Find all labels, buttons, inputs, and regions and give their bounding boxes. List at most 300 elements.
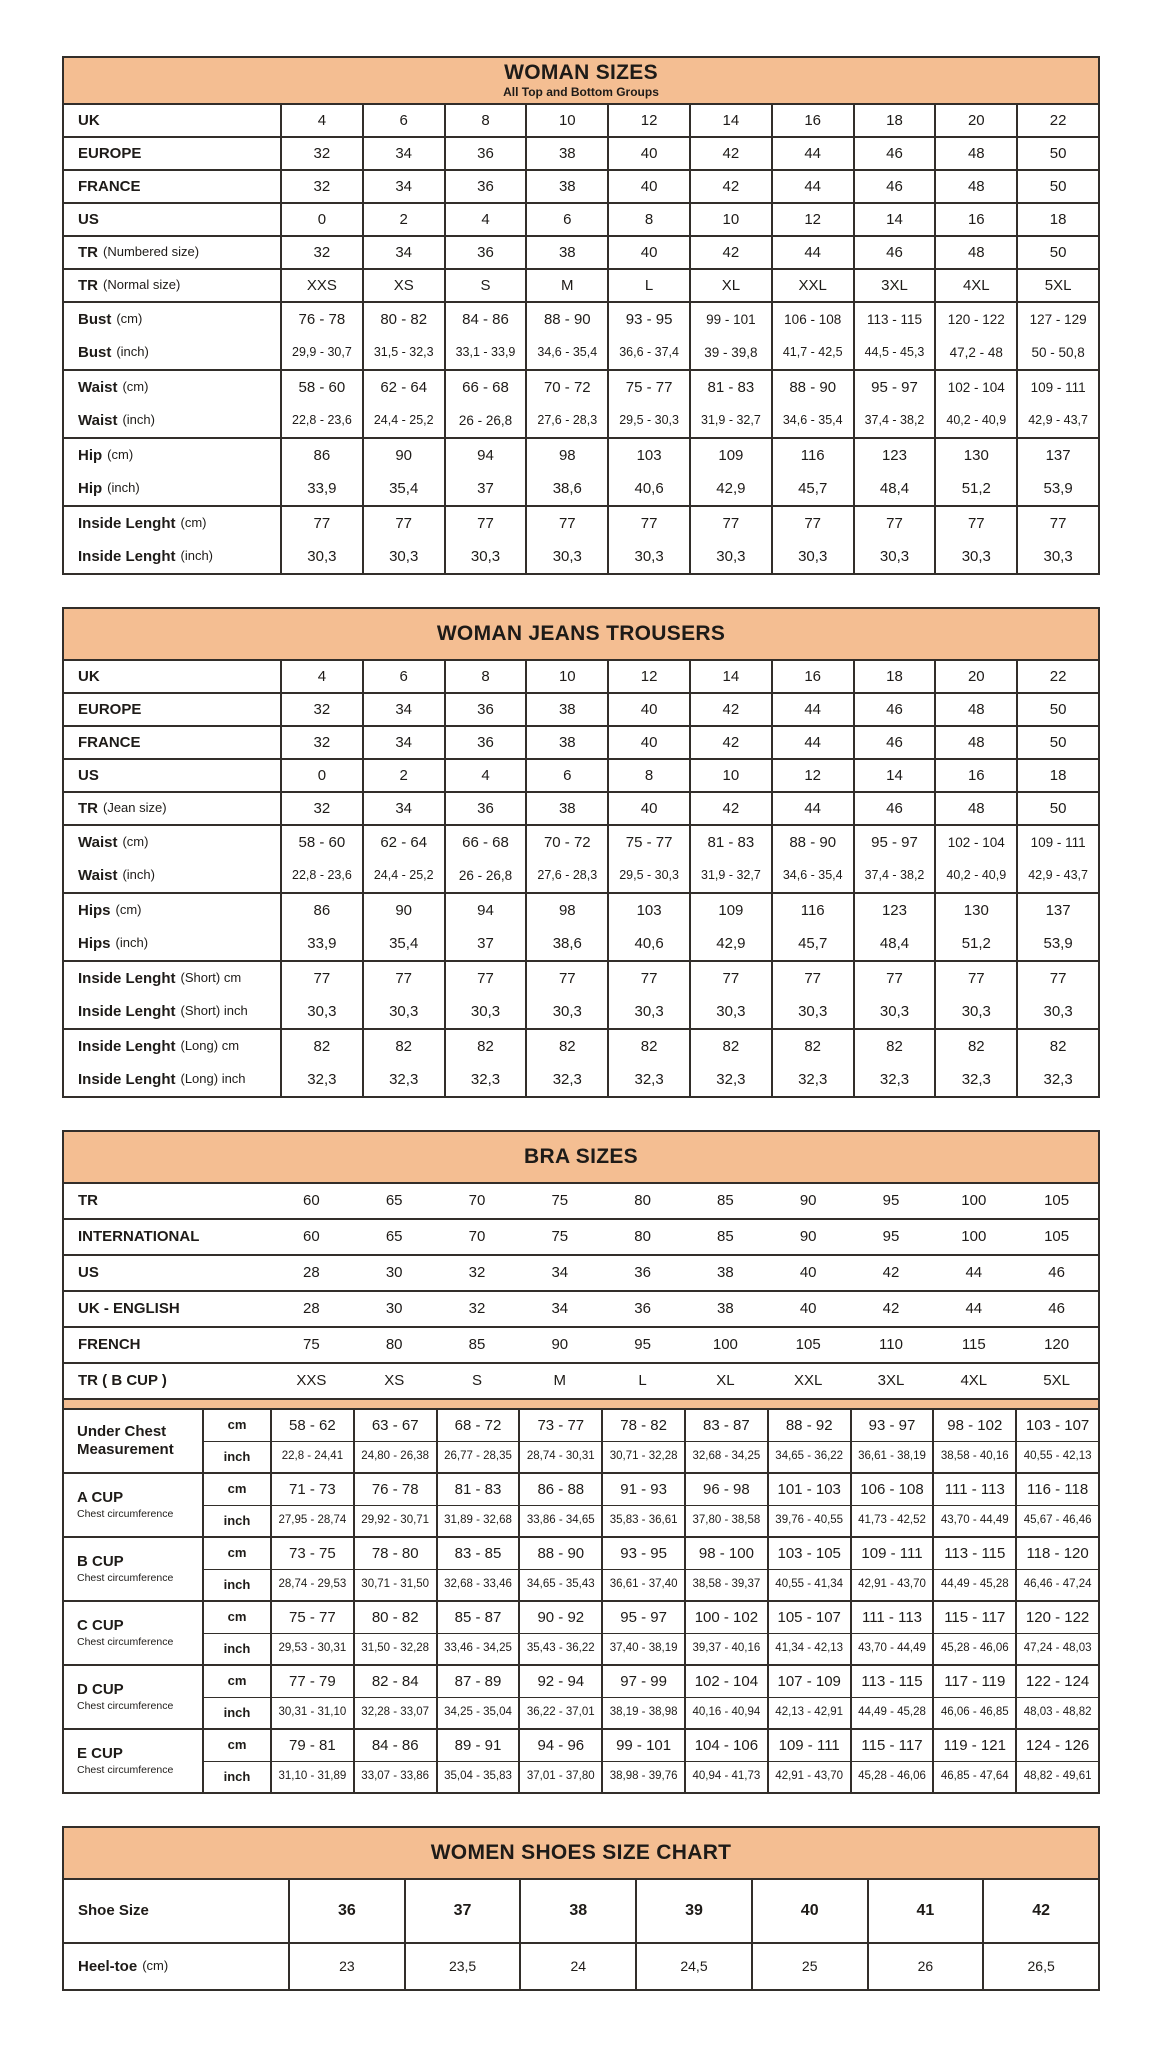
size-value: 80 - 82: [362, 303, 444, 336]
size-value: 8: [607, 204, 689, 235]
cup-sublabel: Chest circumference: [77, 1508, 174, 1521]
size-value: 45,7: [771, 927, 853, 960]
size-value: 62 - 64: [362, 371, 444, 404]
size-value: 100: [712, 1336, 738, 1354]
row-label: [64, 270, 280, 301]
row-label: [64, 927, 280, 960]
size-value: 31,9 - 32,7: [689, 404, 771, 437]
size-value: 4XL: [960, 1372, 988, 1390]
size-value: XL: [716, 1372, 735, 1390]
size-value: 44,5 - 45,3: [853, 336, 935, 369]
size-value: 33,07 - 33,86: [353, 1761, 436, 1792]
row-label: [64, 540, 280, 573]
size-value: 42,91 - 43,70: [850, 1569, 933, 1600]
table-section: [64, 437, 1098, 505]
size-value: 40: [607, 694, 689, 725]
size-value: 130: [934, 439, 1016, 472]
table-section: [64, 692, 1098, 725]
size-value: 30: [385, 1264, 403, 1282]
size-value: 70: [468, 1228, 486, 1246]
size-value: 34,6 - 35,4: [771, 404, 853, 437]
row-label: [64, 1292, 270, 1326]
row-label-text: Inside Lenght: [78, 514, 176, 532]
size-value: 62 - 64: [362, 826, 444, 859]
row-label-text: Hips: [78, 934, 111, 952]
size-value: 31,5 - 32,3: [362, 336, 444, 369]
size-value: 35,83 - 36,61: [601, 1505, 684, 1536]
row-label-note: (Normal size): [103, 277, 181, 293]
size-value: 106 - 108: [771, 303, 853, 336]
size-value: 2: [362, 760, 444, 791]
bra-divider-band: [64, 1398, 1098, 1410]
size-value: 24,5: [635, 1944, 751, 1989]
cup-label: [64, 1410, 202, 1472]
row-label: [64, 1944, 288, 1989]
size-value: 27,95 - 28,74: [270, 1505, 353, 1536]
row-label-text: TR: [78, 799, 98, 817]
size-value: 33,1 - 33,9: [444, 336, 526, 369]
size-value: 46: [853, 138, 935, 169]
size-value: 40,55 - 41,34: [767, 1569, 850, 1600]
size-value: 77: [525, 507, 607, 540]
size-value: 37: [444, 927, 526, 960]
size-value: 41,7 - 42,5: [771, 336, 853, 369]
size-value: 83 - 85: [436, 1538, 519, 1569]
size-value: 6: [525, 760, 607, 791]
size-value: 42: [689, 727, 771, 758]
size-value: 48: [934, 138, 1016, 169]
row-label: [64, 1256, 270, 1290]
cup-sublabel: Chest circumference: [77, 1636, 174, 1649]
row-label-text: FRENCH: [78, 1336, 141, 1354]
unit-label: cm: [202, 1602, 270, 1633]
unit-label: inch: [202, 1441, 270, 1472]
size-value: 14: [689, 105, 771, 136]
size-value: 95: [882, 1192, 900, 1210]
size-value: 36: [634, 1300, 651, 1318]
row-label: [64, 1364, 270, 1398]
size-value: 10: [689, 760, 771, 791]
bra-open-section: [64, 1218, 1098, 1254]
size-value: 22: [1016, 661, 1098, 692]
size-value: 47,24 - 48,03: [1015, 1633, 1098, 1664]
size-value: 34: [362, 237, 444, 268]
size-value: 30,3: [362, 995, 444, 1028]
size-value: 0: [280, 760, 362, 791]
size-value: 98: [525, 894, 607, 927]
size-value: 77: [280, 507, 362, 540]
size-value: 100 - 102: [684, 1602, 767, 1633]
size-value: 4: [280, 105, 362, 136]
size-value: 36: [288, 1880, 404, 1942]
size-value: 46: [853, 793, 935, 824]
size-value: 36: [444, 237, 526, 268]
size-value: 33,46 - 34,25: [436, 1633, 519, 1664]
unit-label: inch: [202, 1697, 270, 1728]
size-value: 35,43 - 36,22: [518, 1633, 601, 1664]
size-value: 90: [799, 1192, 817, 1210]
size-value: 103: [607, 894, 689, 927]
size-value: 42: [689, 793, 771, 824]
size-value: 79 - 81: [270, 1730, 353, 1761]
size-value: 77: [607, 962, 689, 995]
size-value: 101 - 103: [767, 1474, 850, 1505]
bra-cup-section: [64, 1728, 1098, 1792]
row-label-text: Inside Lenght: [78, 1037, 176, 1055]
size-value: 85 - 87: [436, 1602, 519, 1633]
row-label-note: (inch): [115, 935, 149, 951]
size-value: 42: [689, 171, 771, 202]
table-section: [64, 268, 1098, 301]
size-value: 31,50 - 32,28: [353, 1633, 436, 1664]
table-section: [64, 824, 1098, 892]
size-value: 104 - 106: [684, 1730, 767, 1761]
size-value: 6: [362, 661, 444, 692]
row-label-note: (Long) inch: [180, 1071, 246, 1087]
size-value: 32,3: [525, 1063, 607, 1096]
size-value: 81 - 83: [689, 826, 771, 859]
cup-label: [64, 1538, 202, 1600]
size-value: 82: [853, 1030, 935, 1063]
size-value: 85: [468, 1336, 486, 1354]
row-label: [64, 105, 280, 136]
size-value: 37,40 - 38,19: [601, 1633, 684, 1664]
size-value: 30,71 - 31,50: [353, 1569, 436, 1600]
size-value: 45,28 - 46,06: [932, 1633, 1015, 1664]
size-value: 18: [1016, 204, 1098, 235]
size-value: 77: [444, 962, 526, 995]
size-value: 75: [551, 1228, 569, 1246]
size-value: 40: [799, 1264, 817, 1282]
size-value: 95 - 97: [601, 1602, 684, 1633]
size-value: 32: [280, 727, 362, 758]
table-section: [64, 758, 1098, 791]
size-value: 50 - 50,8: [1016, 336, 1098, 369]
bra-cup-section: [64, 1472, 1098, 1536]
size-value: L: [638, 1372, 647, 1390]
size-value: 137: [1016, 894, 1098, 927]
size-value: 109 - 111: [850, 1538, 933, 1569]
row-label: [64, 1220, 270, 1254]
size-value: 30,3: [1016, 995, 1098, 1028]
size-value: 30,3: [689, 995, 771, 1028]
table-section: [64, 791, 1098, 824]
size-value: 29,92 - 30,71: [353, 1505, 436, 1536]
row-label-note: (inch): [180, 548, 214, 564]
size-value: 109 - 111: [767, 1730, 850, 1761]
size-value: 123: [853, 439, 935, 472]
size-value: 50: [1016, 138, 1098, 169]
size-value: 122 - 124: [1015, 1666, 1098, 1697]
size-value: 28: [303, 1300, 320, 1318]
size-value: 8: [607, 760, 689, 791]
row-label: [64, 661, 280, 692]
size-value: 38: [519, 1880, 635, 1942]
size-value: 95: [882, 1228, 900, 1246]
size-value: 66 - 68: [444, 826, 526, 859]
woman-jeans-trousers-header: [64, 609, 1098, 661]
bra-open-section: [64, 1254, 1098, 1290]
bra-open-section: [64, 1184, 1098, 1218]
size-value: 30,3: [771, 995, 853, 1028]
size-value: 44: [771, 171, 853, 202]
size-value: 31,89 - 32,68: [436, 1505, 519, 1536]
woman-sizes-body: [64, 105, 1098, 573]
size-value: 34: [362, 138, 444, 169]
size-value: 42: [982, 1880, 1098, 1942]
size-value: 42,91 - 43,70: [767, 1761, 850, 1792]
row-label-note: (inch): [122, 867, 155, 883]
woman-sizes-header: [64, 58, 1098, 105]
size-value: 130: [934, 894, 1016, 927]
size-value: XXL: [794, 1372, 823, 1390]
size-value: 88 - 90: [525, 303, 607, 336]
size-value: 30,3: [607, 540, 689, 573]
size-value: 14: [853, 760, 935, 791]
size-value: 60: [303, 1228, 320, 1246]
row-label: [64, 439, 280, 472]
size-value: 97 - 99: [601, 1666, 684, 1697]
size-value: 82: [362, 1030, 444, 1063]
size-value: 117 - 119: [932, 1666, 1015, 1697]
size-value: 95 - 97: [853, 826, 935, 859]
size-value: 88 - 90: [518, 1538, 601, 1569]
size-value: 105: [795, 1336, 821, 1354]
size-value: 94: [444, 439, 526, 472]
size-value: 51,2: [934, 927, 1016, 960]
size-value: 58 - 60: [280, 826, 362, 859]
unit-label: cm: [202, 1410, 270, 1441]
size-value: 80: [385, 1336, 403, 1354]
size-value: 48: [934, 694, 1016, 725]
size-value: 33,86 - 34,65: [518, 1505, 601, 1536]
size-value: 105 - 107: [767, 1602, 850, 1633]
size-value: 40,2 - 40,9: [934, 404, 1016, 437]
size-value: 27,6 - 28,3: [525, 859, 607, 892]
row-label: [64, 1184, 270, 1218]
row-label-text: EUROPE: [78, 144, 142, 162]
row-label-text: UK: [78, 667, 100, 685]
size-value: 58 - 62: [270, 1410, 353, 1441]
size-value: 22,8 - 24,41: [270, 1441, 353, 1472]
row-label: [64, 727, 280, 758]
size-value: 94: [444, 894, 526, 927]
size-value: 111 - 113: [932, 1474, 1015, 1505]
woman-sizes-subtitle: All Top and Bottom Groups: [503, 85, 659, 99]
size-charts-page: [62, 56, 1100, 1991]
size-value: 76 - 78: [280, 303, 362, 336]
size-value: 50: [1016, 171, 1098, 202]
size-value: 30,3: [525, 995, 607, 1028]
size-value: 98 - 102: [932, 1410, 1015, 1441]
row-label: [64, 138, 280, 169]
size-value: 75 - 77: [607, 371, 689, 404]
size-value: 48,82 - 49,61: [1015, 1761, 1098, 1792]
size-value: 86 - 88: [518, 1474, 601, 1505]
size-value: 32,3: [362, 1063, 444, 1096]
row-label: [64, 859, 280, 892]
size-value: 77: [934, 507, 1016, 540]
size-value: 100: [961, 1228, 987, 1246]
size-value: 32,3: [607, 1063, 689, 1096]
size-value: 5XL: [1043, 1372, 1070, 1390]
row-label-note: (inch): [116, 344, 149, 360]
size-value: 36: [444, 727, 526, 758]
size-value: XXL: [771, 270, 853, 301]
size-value: 88 - 92: [767, 1410, 850, 1441]
size-value: 32,3: [280, 1063, 362, 1096]
size-value: 103 - 105: [767, 1538, 850, 1569]
size-value: 46,85 - 47,64: [932, 1761, 1015, 1792]
cup-name: D CUP: [77, 1681, 124, 1699]
size-value: 48,4: [853, 927, 935, 960]
size-value: 40,6: [607, 927, 689, 960]
size-value: 90: [799, 1228, 817, 1246]
size-value: 43,70 - 44,49: [850, 1633, 933, 1664]
size-value: 42: [689, 694, 771, 725]
table-section: [64, 136, 1098, 169]
size-value: 73 - 77: [518, 1410, 601, 1441]
row-label-text: Inside Lenght: [78, 547, 176, 565]
size-value: 53,9: [1016, 472, 1098, 505]
row-label: [64, 826, 280, 859]
row-label-text: US: [78, 210, 99, 228]
size-value: 44: [771, 694, 853, 725]
size-value: 82: [607, 1030, 689, 1063]
size-value: 48: [934, 237, 1016, 268]
size-value: 38: [717, 1300, 734, 1318]
size-value: 3XL: [853, 270, 935, 301]
size-value: 16: [934, 760, 1016, 791]
size-value: 30,3: [362, 540, 444, 573]
size-value: 113 - 115: [853, 303, 935, 336]
row-label-note: (cm): [122, 834, 149, 850]
size-value: 77: [853, 962, 935, 995]
row-label: [64, 995, 280, 1028]
size-value: 38,58 - 40,16: [932, 1441, 1015, 1472]
size-value: 123: [853, 894, 935, 927]
size-value: 30: [385, 1300, 403, 1318]
row-label: [64, 404, 280, 437]
size-value: 40: [607, 138, 689, 169]
size-value: 32,3: [1016, 1063, 1098, 1096]
size-value: 90: [362, 439, 444, 472]
size-value: 40,16 - 40,94: [684, 1697, 767, 1728]
size-value: 71 - 73: [270, 1474, 353, 1505]
size-value: 32,28 - 33,07: [353, 1697, 436, 1728]
woman-jeans-trousers-body: [64, 661, 1098, 1096]
size-value: 46: [853, 237, 935, 268]
cup-label: [64, 1666, 202, 1728]
row-label-note: (cm): [116, 311, 143, 327]
size-value: 43,70 - 44,49: [932, 1505, 1015, 1536]
women-shoes-title: WOMEN SHOES SIZE CHART: [430, 1841, 732, 1864]
size-value: 36: [444, 138, 526, 169]
size-value: 36,6 - 37,4: [607, 336, 689, 369]
cup-name: E CUP: [77, 1745, 123, 1763]
row-label-text: TR ( B CUP ): [78, 1372, 167, 1390]
size-value: 42,13 - 42,91: [767, 1697, 850, 1728]
size-value: XS: [362, 270, 444, 301]
size-value: 99 - 101: [601, 1730, 684, 1761]
size-value: 36: [444, 793, 526, 824]
size-value: 32: [280, 793, 362, 824]
size-value: 86: [280, 894, 362, 927]
size-value: 40,2 - 40,9: [934, 859, 1016, 892]
size-value: 113 - 115: [850, 1666, 933, 1697]
size-value: 80: [634, 1192, 651, 1210]
size-value: 28,74 - 30,31: [518, 1441, 601, 1472]
size-value: 14: [853, 204, 935, 235]
size-value: 26 - 26,8: [444, 404, 526, 437]
size-value: 32,3: [444, 1063, 526, 1096]
size-value: 32: [280, 694, 362, 725]
size-value: 37,01 - 37,80: [518, 1761, 601, 1792]
size-value: 12: [607, 661, 689, 692]
size-value: 30,31 - 31,10: [270, 1697, 353, 1728]
size-value: 98 - 100: [684, 1538, 767, 1569]
size-value: 44,49 - 45,28: [932, 1569, 1015, 1600]
row-label-text: Waist: [78, 411, 118, 429]
unit-label: cm: [202, 1538, 270, 1569]
size-value: 70: [468, 1192, 486, 1210]
size-value: 109: [689, 894, 771, 927]
size-value: 77: [689, 962, 771, 995]
row-label-text: Waist: [78, 378, 118, 396]
size-value: 115: [961, 1336, 986, 1354]
row-label-note: (Short) inch: [180, 1003, 248, 1019]
size-value: 50: [1016, 793, 1098, 824]
row-label: [64, 694, 280, 725]
size-value: 80 - 82: [353, 1602, 436, 1633]
size-value: 38: [717, 1264, 734, 1282]
row-label-text: UK: [78, 111, 100, 129]
size-value: XS: [384, 1372, 405, 1390]
size-value: 32: [280, 171, 362, 202]
size-value: 84 - 86: [353, 1730, 436, 1761]
size-value: 32,3: [689, 1063, 771, 1096]
size-value: 50: [1016, 694, 1098, 725]
unit-label: cm: [202, 1666, 270, 1697]
size-value: 23,5: [404, 1944, 520, 1989]
size-value: 77: [1016, 962, 1098, 995]
size-value: 75: [551, 1192, 569, 1210]
size-value: 30,3: [444, 540, 526, 573]
size-value: M: [525, 270, 607, 301]
size-value: 94 - 96: [518, 1730, 601, 1761]
size-value: 32,68 - 34,25: [684, 1441, 767, 1472]
size-value: 110: [879, 1336, 903, 1354]
size-value: 32,3: [934, 1063, 1016, 1096]
woman-sizes-title: WOMAN SIZES: [504, 61, 658, 84]
size-value: 5XL: [1016, 270, 1098, 301]
row-label-text: TR: [78, 1192, 98, 1210]
size-value: 109: [689, 439, 771, 472]
row-label: [64, 507, 280, 540]
bra-sizes-body: [64, 1184, 1098, 1792]
size-value: 78 - 80: [353, 1538, 436, 1569]
size-value: 40,94 - 41,73: [684, 1761, 767, 1792]
size-value: 115 - 117: [932, 1602, 1015, 1633]
size-value: 29,5 - 30,3: [607, 404, 689, 437]
row-label-note: (cm): [115, 902, 142, 918]
cup-label: [64, 1602, 202, 1664]
size-value: 82: [689, 1030, 771, 1063]
size-value: 26,77 - 28,35: [436, 1441, 519, 1472]
size-value: 38,98 - 39,76: [601, 1761, 684, 1792]
size-value: 30,3: [607, 995, 689, 1028]
size-value: 27,6 - 28,3: [525, 404, 607, 437]
